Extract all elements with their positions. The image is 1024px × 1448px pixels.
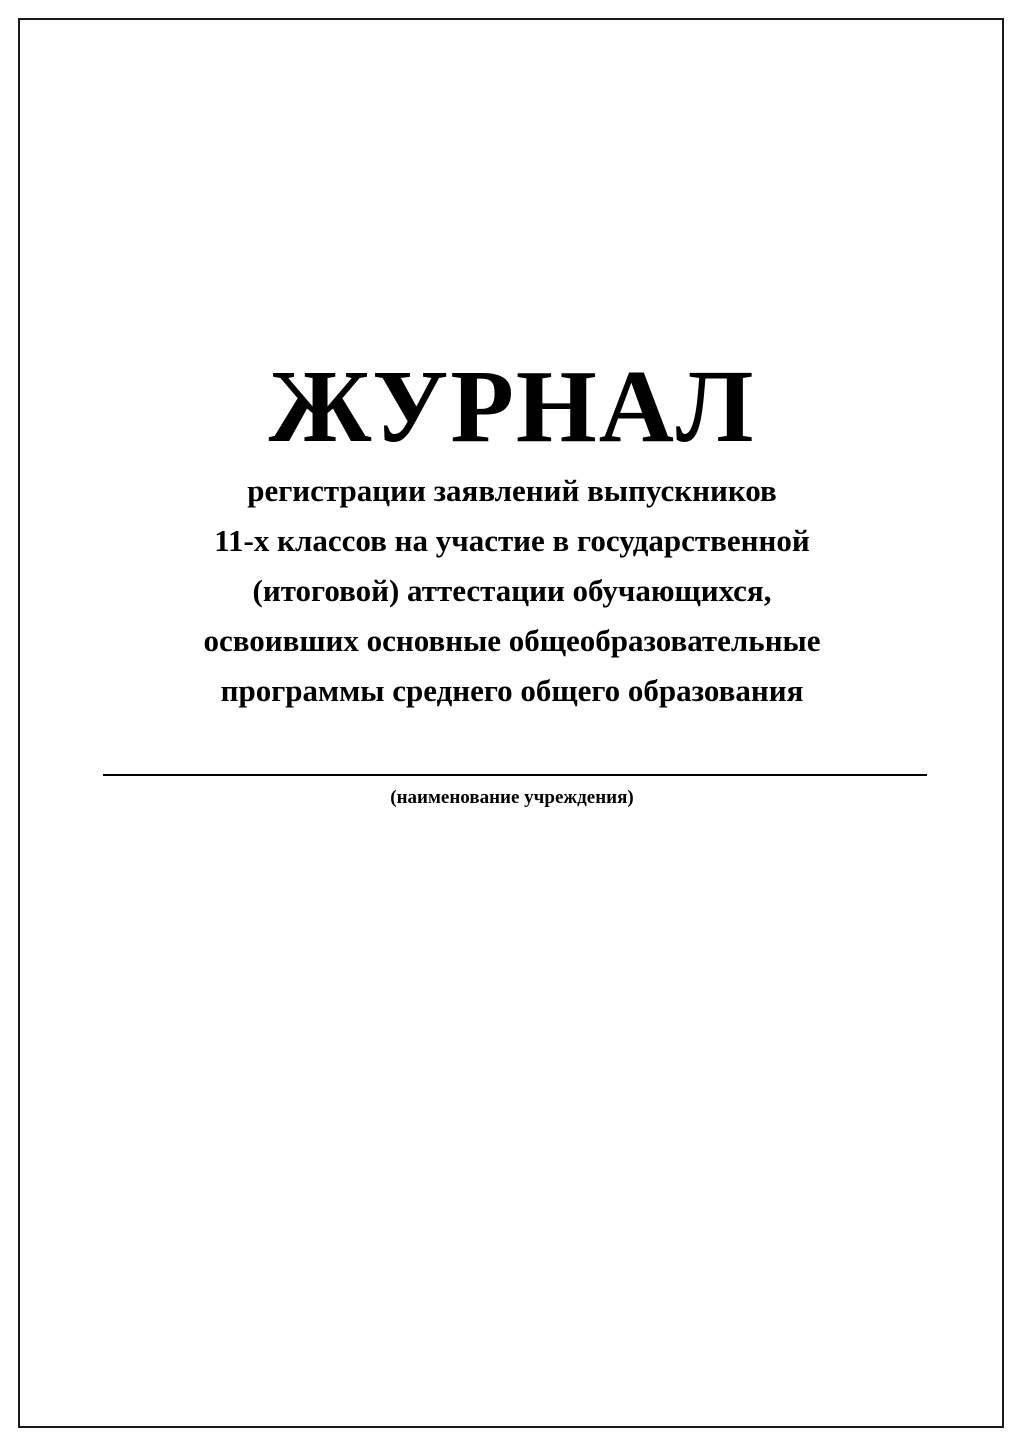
institution-name-underline (103, 774, 927, 776)
subtitle-line: 11-х классов на участие в государственной (214, 523, 810, 558)
document-title: ЖУРНАЛ (268, 349, 756, 464)
subtitle-line: программы среднего общего образования (220, 673, 804, 708)
subtitle-line: регистрации заявлений выпускников (247, 473, 777, 508)
institution-caption: (наименование учреждения) (390, 787, 634, 808)
subtitle-line: (итоговой) аттестации обучающихся, (252, 573, 772, 608)
subtitle-line: освоивших основные общеобразовательные (203, 623, 821, 658)
document-subtitle (0, 466, 1024, 716)
page-frame (18, 18, 1004, 1428)
